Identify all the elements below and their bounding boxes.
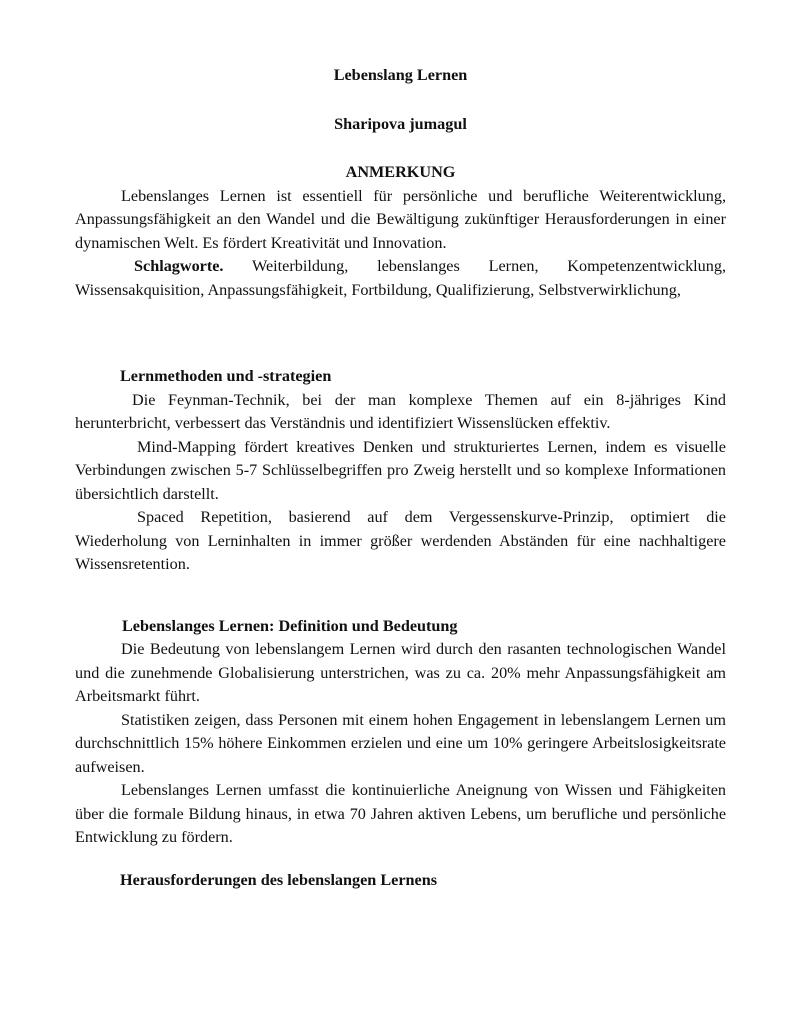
abstract-paragraph: Lebenslanges Lernen ist essentiell für persönliche und berufliche Weiterentwicklung, Anpassungsfähigkeit an den Wandel und die Bewältigung zukünftiger Herausforderungen in einer dynamischen Welt. Es fördert Kreativität und Innovation.: [75, 186, 726, 252]
document-page: [75, 64, 726, 892]
keywords-text: Weiterbildung, lebenslanges Lernen, Kompetenzentwicklung, Wissensakquisition, Anpassungsfähigkeit, Fortbildung, Qualifizierung, Selbstverwirklichung,: [75, 257, 726, 299]
section-paragraph: Lebenslanges Lernen umfasst die kontinuierliche Aneignung von Wissen und Fähigkeiten über die formale Bildung hinaus, in etwa 70 Jahren aktiven Lebens, um berufliche und persönliche Entwicklung zu fördern.: [75, 781, 726, 846]
section-paragraph: Statistiken zeigen, dass Personen mit einem hohen Engagement in lebenslangem Lernen um durchschnittlich 15% höhere Einkommen erzielen und eine um 10% geringere Arbeitslosigkeitsrate aufweisen.: [75, 710, 726, 776]
keywords-paragraph: [75, 255, 726, 302]
author-name: Sharipova jumagul: [334, 114, 467, 133]
section-paragraph: Mind-Mapping fördert kreatives Denken und strukturiertes Lernen, indem es visuelle Verbindungen zwischen 5-7 Schlüsselbegriffen pro Zweig herstellt und so komplexe Informationen übersichtlich darstellt.: [75, 437, 726, 503]
section-paragraph: Spaced Repetition, basierend auf dem Vergessenskurve-Prinzip, optimiert die Wiederholung von Lerninhalten in immer größer werdenden Abständen für eine nachhaltigere Wissensretention.: [75, 508, 726, 573]
section-heading-methods: Lernmethoden und -strategien: [120, 367, 332, 385]
keywords-label: Schlagworte.: [134, 257, 224, 275]
section-paragraph: Die Feynman-Technik, bei der man komplexe Themen auf ein 8-jähriges Kind herunterbricht, verbessert das Verständnis und identifiziert Wissenslücken effektiv.: [75, 390, 726, 432]
section-heading-challenges: Herausforderungen des lebenslangen Lernens: [120, 870, 438, 889]
section-heading-definition: Lebenslanges Lernen: Definition und Bedeutung: [122, 616, 458, 635]
document-title: Lebenslang Lernen: [333, 66, 468, 84]
section-paragraph: Die Bedeutung von lebenslangem Lernen wird durch den rasanten technologischen Wandel und die zunehmende Globalisierung unterstrichen, was zu ca. 20% mehr Anpassungsfähigkeit am Arbeitsmarkt führt.: [75, 640, 726, 705]
abstract-heading: ANMERKUNG: [345, 163, 456, 181]
